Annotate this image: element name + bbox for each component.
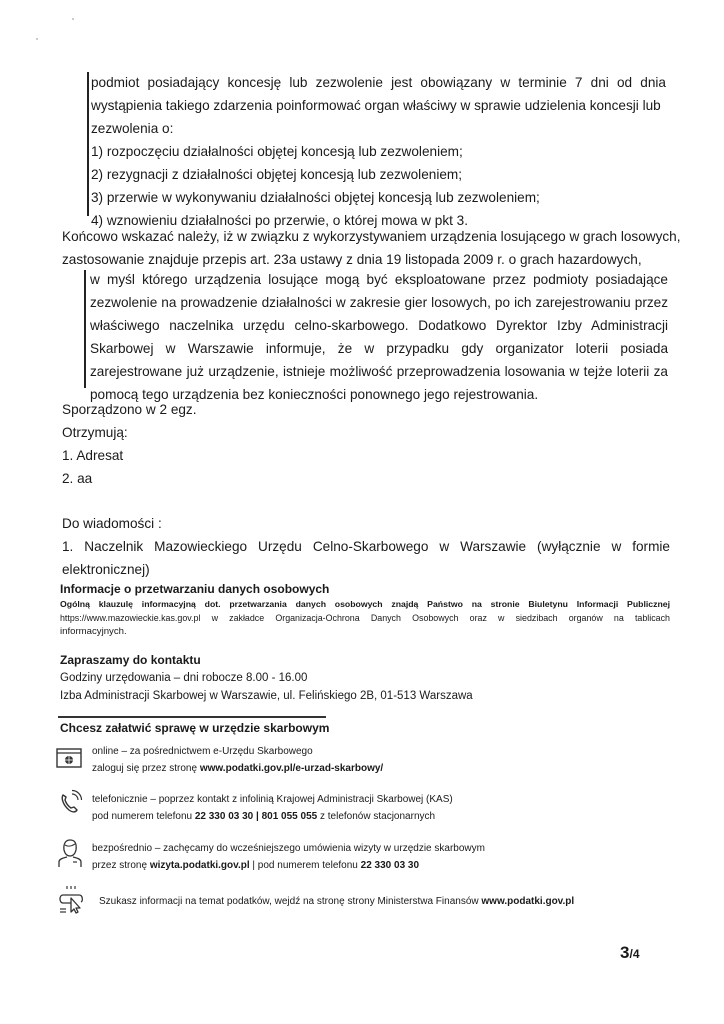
contact-heading: Zapraszamy do kontaktu — [60, 653, 201, 667]
office-hours: Godziny urzędowania – dni robocze 8.00 - 16.00 — [60, 672, 308, 684]
list-item: 3) przerwie w wykonywaniu działalności objętej koncesją lub zezwoleniem; — [91, 190, 540, 205]
page-number — [620, 943, 640, 963]
text-line: pomocą tego urządzenia bez konieczności ponownego jego rejestrowania. — [90, 387, 539, 402]
recipients-label: Otrzymują: — [62, 425, 128, 440]
visit-prefix: przez stronę — [92, 860, 150, 871]
phone-number-1[interactable]: 22 330 03 30 — [194, 811, 254, 822]
contact-section — [60, 651, 670, 705]
privacy-section — [60, 580, 670, 639]
scan-artifact — [72, 18, 74, 20]
phone-icon — [58, 789, 84, 820]
cc-item: elektronicznej) — [62, 562, 150, 577]
text-line: w myśl którego urządzenia losujące mogą być eksploatowane przez podmioty posiadające — [90, 272, 668, 287]
office-address: Izba Administracji Skarbowej w Warszawie, ul. Felińskiego 2B, 01-513 Warszawa — [60, 690, 473, 702]
text-line: zezwolenia o: — [91, 121, 174, 136]
distribution-block — [62, 398, 672, 490]
text-line: Końcowo wskazać należy, iż w związku z wykorzystywaniem urządzenia losującego w grach losowych, — [62, 229, 681, 244]
services-heading: Chcesz załatwić sprawę w urzędzie skarbowym — [60, 721, 330, 735]
list-item: 2) rezygnacji z działalności objętej koncesją lub zezwoleniem; — [91, 167, 462, 182]
service-phone — [92, 791, 453, 825]
service-online — [92, 743, 383, 777]
text-line: Skarbowej w Warszawie informuje, że w przypadku gdy organizator loterii posiada — [90, 341, 668, 356]
phone-number-2[interactable]: 801 055 055 — [261, 811, 318, 822]
service-visit — [92, 840, 485, 874]
phone-suffix: z telefonów stacjonarnych — [317, 811, 436, 822]
privacy-text: https://www.mazowieckie.kas.gov.pl w zakładce Organizacja-Ochrona Danych Osobowych oraz w siedzibach organów na tablicach — [60, 612, 670, 623]
text-line: zezwolenie na prowadzenie działalności w zakresie gier losowych, po ich zarejestrowaniu przez — [90, 295, 668, 310]
text-line: właściwego naczelnika urzędu celno-skarbowego. Dodatkowo Dyrektor Izby Administracji — [90, 318, 668, 333]
cc-label: Do wiadomości : — [62, 516, 162, 531]
web-desc: Szukasz informacji na temat podatków, wejdź na stronę strony Ministerstwa Finansów — [99, 896, 482, 907]
wizyta-link[interactable]: wizyta.podatki.gov.pl — [149, 860, 250, 871]
obligation-paragraph — [91, 71, 666, 232]
e-urzad-link[interactable]: www.podatki.gov.pl/e-urzad-skarbowy/ — [199, 763, 384, 774]
change-bar — [84, 270, 86, 388]
service-visit-desc: bezpośrednio – zachęcamy do wcześniejszego umówienia wizyty w urzędzie skarbowym — [92, 843, 485, 854]
service-online-prefix: zaloguj się przez stronę — [92, 763, 200, 774]
change-bar — [87, 72, 89, 216]
person-icon — [57, 838, 83, 873]
scan-artifact — [36, 38, 38, 40]
privacy-text: informacyjnych. — [60, 626, 127, 637]
text-line: zarejestrowane już urządzenie, istnieje możliwość przeprowadzenia losowania w tejże loterii za — [90, 364, 668, 379]
conclusion-quote — [90, 268, 668, 406]
cc-item: 1. Naczelnik Mazowieckiego Urzędu Celno-Skarbowego w Warszawie (wyłącznie w formie — [62, 539, 670, 554]
phone-separator: | — [253, 811, 262, 822]
text-line: zastosowanie znajduje przepis art. 23a ustawy z dnia 19 listopada 2009 r. o grach hazardowych, — [62, 252, 642, 267]
privacy-heading: Informacje o przetwarzaniu danych osobowych — [60, 582, 330, 596]
conclusion-intro — [62, 225, 681, 271]
page-current: 3 — [620, 943, 630, 962]
visit-mid: | pod numerem telefonu — [249, 860, 361, 871]
service-phone-desc: telefonicznie – poprzez kontakt z infolinią Krajowej Administracji Skarbowej (KAS) — [92, 794, 453, 805]
service-online-desc: online – za pośrednictwem e-Urzędu Skarbowego — [92, 746, 313, 757]
section-divider — [58, 716, 326, 718]
visit-phone-number[interactable]: 22 330 03 30 — [360, 860, 420, 871]
recipient-item: 1. Adresat — [62, 448, 124, 463]
podatki-link[interactable]: www.podatki.gov.pl — [481, 896, 575, 907]
click-cursor-icon — [57, 885, 89, 920]
list-item: 1) rozpoczęciu działalności objętej koncesją lub zezwoleniem; — [91, 144, 463, 159]
list-item: 4) wznowieniu działalności po przerwie, o której mowa w pkt 3. — [91, 213, 469, 228]
phone-prefix: pod numerem telefonu — [92, 811, 195, 822]
service-web — [99, 893, 574, 910]
text-line: podmiot posiadający koncesję lub zezwolenie jest obowiązany w terminie 7 dni od dnia — [91, 75, 666, 90]
copies-note: Sporządzono w 2 egz. — [62, 402, 197, 417]
privacy-text: Ogólną klauzulę informacyjną dot. przetwarzania danych osobowych znajdą Państwo na stronie Biuletynu Informacji Publicznej — [60, 599, 670, 609]
cc-block — [62, 512, 670, 581]
browser-globe-icon — [56, 748, 82, 773]
page-total: 4 — [632, 947, 640, 961]
page-separator: / — [629, 947, 633, 961]
recipient-item: 2. aa — [62, 471, 93, 486]
text-line: wystąpienia takiego zdarzenia poinformować organ właściwy w sprawie udzielenia koncesji lub — [91, 98, 661, 113]
